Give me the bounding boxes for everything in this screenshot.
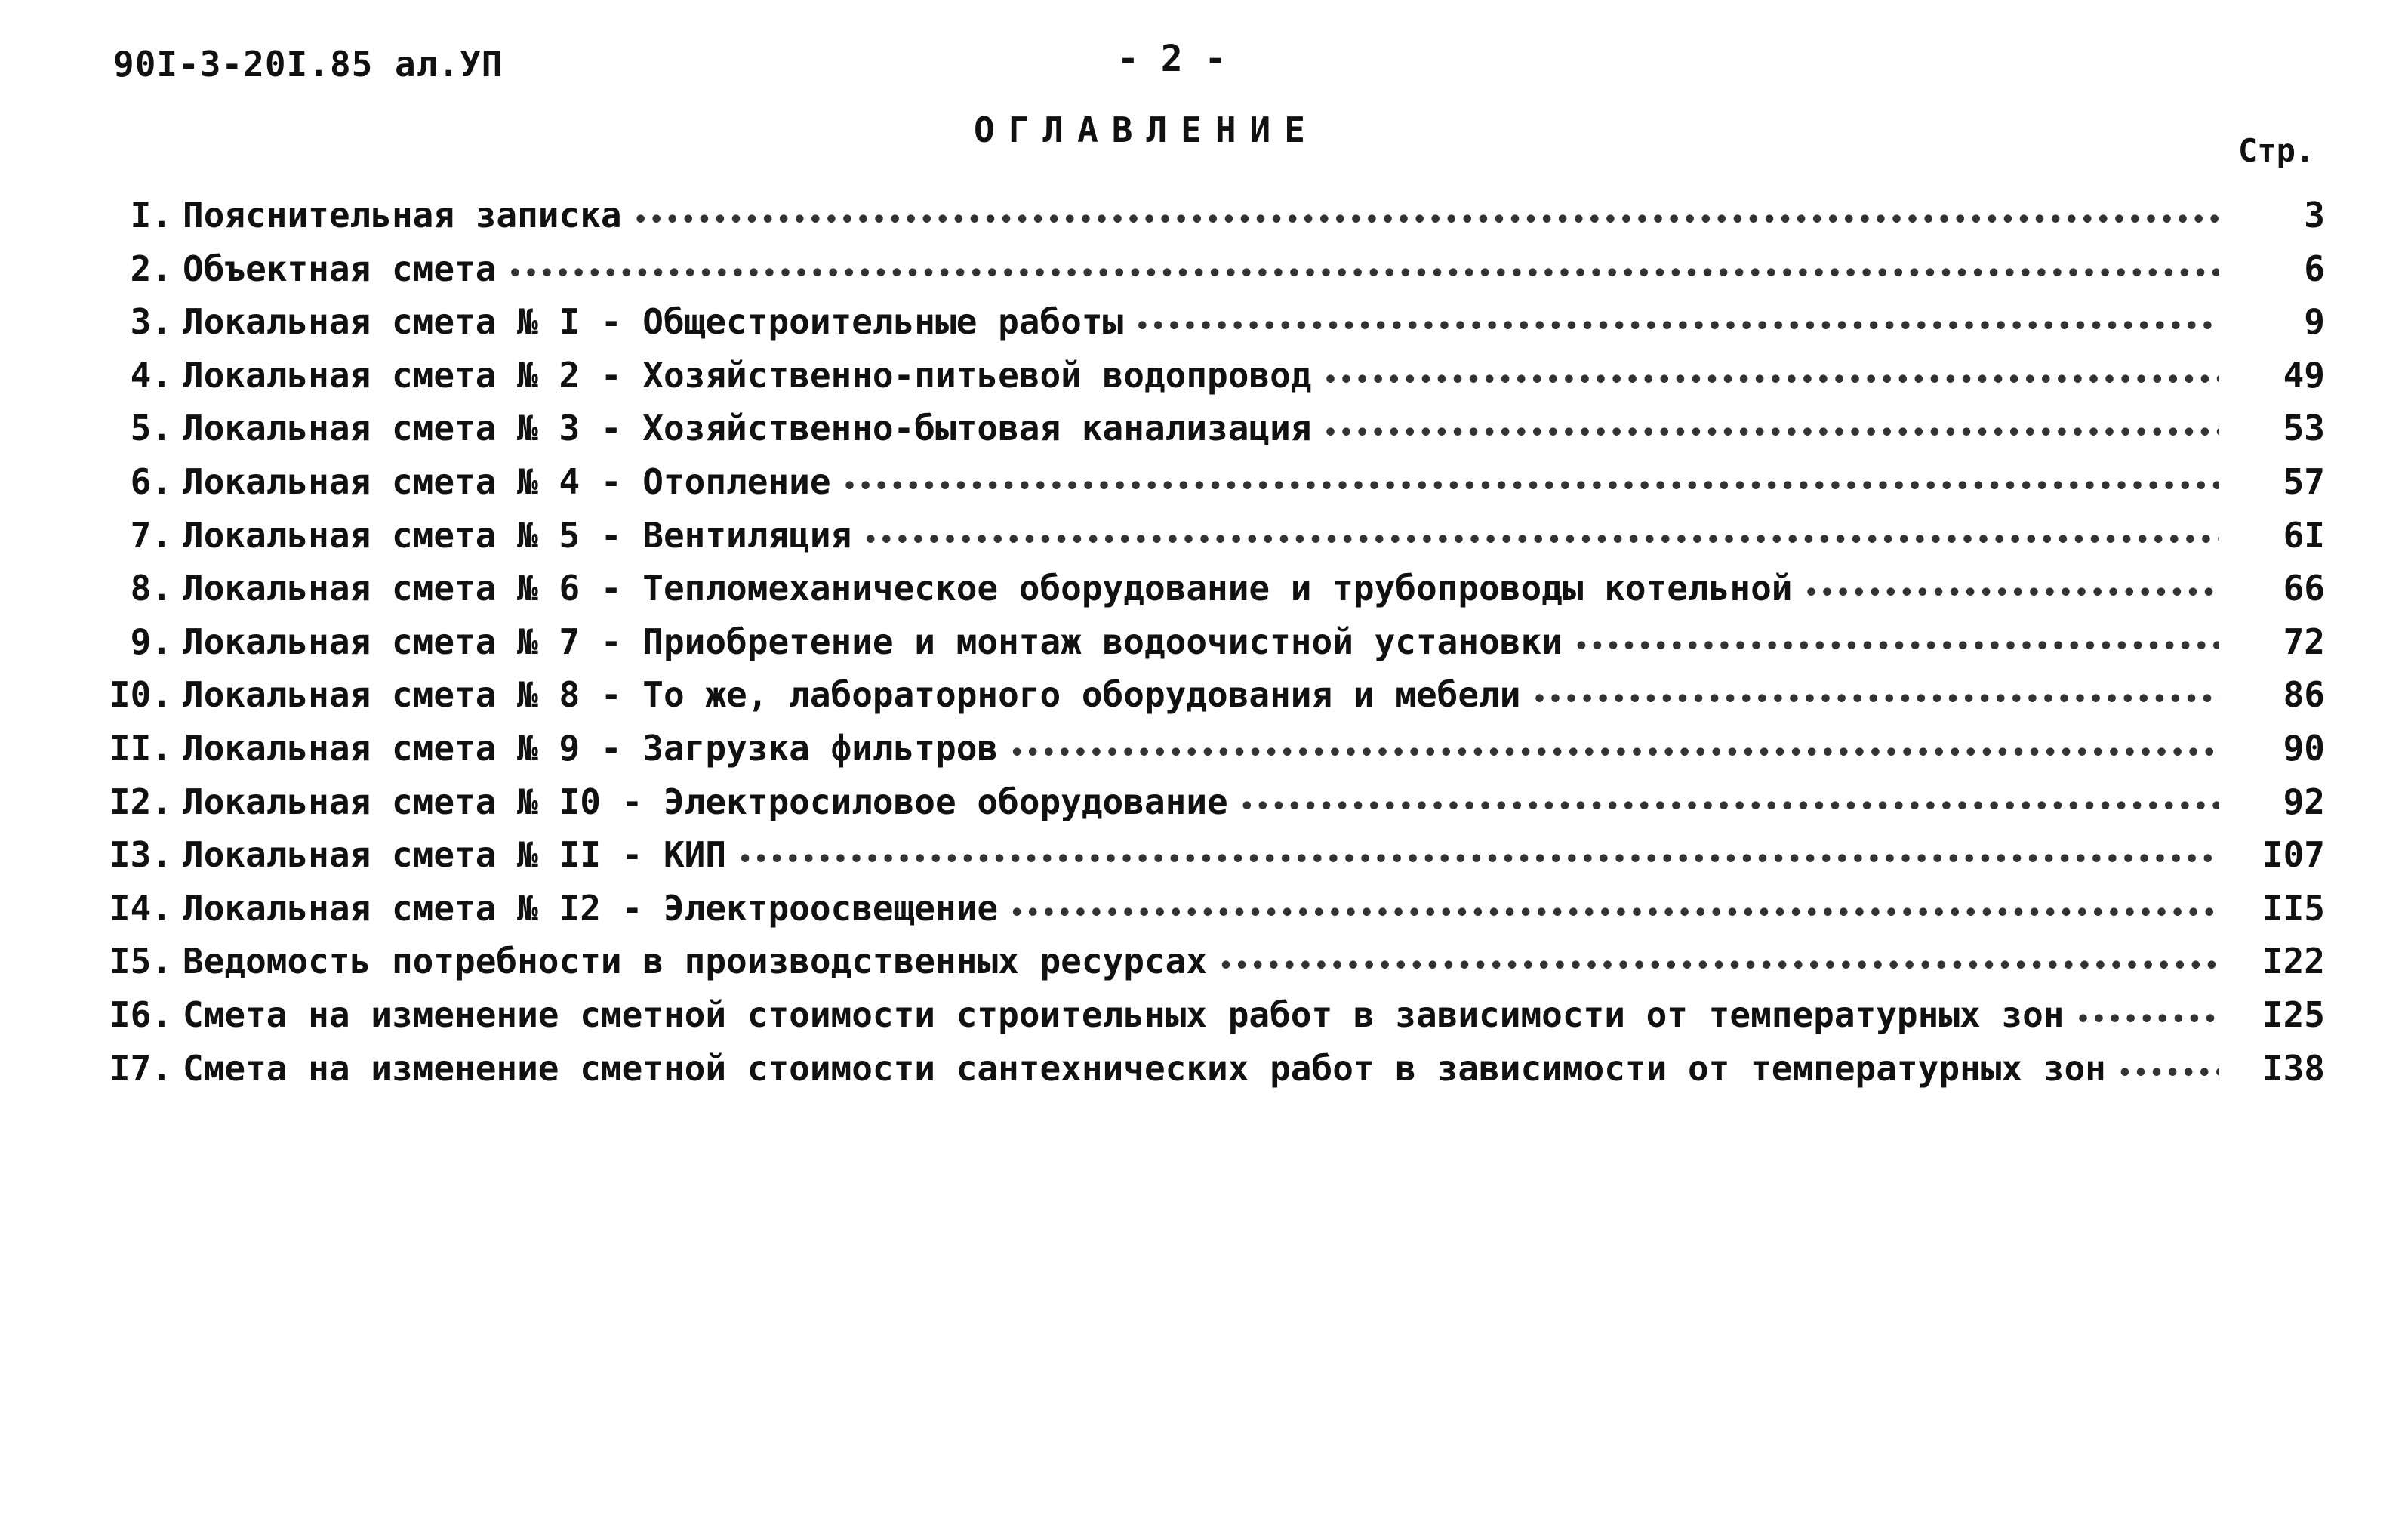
toc-dot-leader [1324, 420, 2220, 446]
toc-dot-leader [864, 527, 2219, 553]
page-number: - 2 - [1117, 38, 1227, 80]
toc-entry-number: I2. [109, 781, 172, 822]
toc-entry-page: I07 [2262, 834, 2325, 876]
toc-entry-page: 49 [2283, 354, 2325, 396]
toc-entry-title: Локальная смета № I2 - Электроосвещение [183, 887, 999, 929]
toc-entry-title: Локальная смета № I - Общестроительные работы [183, 301, 1124, 343]
toc-entry-number: I0. [109, 674, 172, 716]
toc-dot-leader [634, 207, 2219, 233]
toc-title: ОГЛАВЛЕНИЕ [974, 109, 1319, 150]
toc-entry-title: Пояснительная записка [183, 195, 622, 236]
toc-dot-leader [1575, 633, 2219, 660]
toc-entry [91, 248, 2325, 302]
page-column-header: Стр. [2238, 132, 2315, 169]
toc-entry-title: Ведомость потребности в производственных ресурсах [183, 941, 1208, 982]
toc-entry-number: I6. [109, 994, 172, 1035]
toc-entry-title: Локальная смета № II - КИП [183, 834, 727, 876]
toc-dot-leader [1240, 793, 2219, 820]
toc-entry-number: I4. [109, 887, 172, 929]
toc-entry [91, 994, 2325, 1048]
toc-entry-title: Объектная смета [183, 248, 497, 289]
toc-entry [91, 1048, 2325, 1102]
toc-entry-page: 66 [2283, 568, 2325, 609]
toc-dot-leader [508, 260, 2219, 287]
toc-entry [91, 515, 2325, 568]
toc-dot-leader [1135, 313, 2219, 340]
toc-dot-leader [1219, 953, 2219, 979]
toc-entry-title: Локальная смета № 3 - Хозяйственно-бытовая канализация [183, 408, 1312, 449]
toc-entry-number: I3. [109, 834, 172, 876]
toc-entry [91, 301, 2325, 355]
toc-dot-leader [1010, 740, 2219, 766]
toc-entry-number: 9. [130, 621, 172, 662]
document-code: 90I-3-20I.85 ал.УП [113, 44, 503, 85]
toc-entry-title: Локальная смета № 5 - Вентиляция [183, 514, 852, 556]
toc-entry [91, 195, 2325, 248]
toc-entry [91, 834, 2325, 888]
toc-entry-title: Локальная смета № 8 - То же, лабораторного оборудования и мебели [183, 674, 1521, 716]
table-of-contents [91, 195, 2325, 1101]
toc-entry [91, 461, 2325, 515]
toc-entry-page: 6 [2304, 248, 2325, 289]
toc-dot-leader [2118, 1060, 2219, 1086]
toc-entry-title: Смета на изменение сметной стоимости строительных работ в зависимости от температурных зон [183, 994, 2065, 1035]
toc-entry-page: 53 [2283, 408, 2325, 449]
toc-entry-title: Локальная смета № 7 - Приобретение и монтаж водоочистной установки [183, 621, 1563, 662]
toc-entry-page: I25 [2262, 994, 2325, 1035]
toc-entry-title: Локальная смета № 6 - Тепломеханическое оборудование и трубопроводы котельной [183, 568, 1793, 609]
toc-entry-title: Локальная смета № 9 - Загрузка фильтров [183, 727, 999, 769]
toc-entry [91, 568, 2325, 621]
toc-entry-number: 6. [130, 461, 172, 502]
toc-entry-page: 6I [2283, 514, 2325, 556]
toc-entry [91, 888, 2325, 941]
toc-entry-page: 72 [2283, 621, 2325, 662]
toc-entry-page: 9 [2304, 301, 2325, 343]
toc-dot-leader [1804, 580, 2219, 606]
toc-entry-number: 7. [130, 514, 172, 556]
toc-entry-page: I38 [2262, 1047, 2325, 1089]
toc-entry-page: 86 [2283, 674, 2325, 716]
toc-entry [91, 674, 2325, 728]
toc-entry-title: Локальная смета № 2 - Хозяйственно-питьевой водопровод [183, 354, 1312, 396]
toc-entry-page: 3 [2304, 195, 2325, 236]
toc-dot-leader [1010, 900, 2219, 926]
toc-entry [91, 408, 2325, 461]
toc-entry-number: I. [130, 195, 172, 236]
toc-entry-page: I22 [2262, 941, 2325, 982]
toc-entry-number: 2. [130, 248, 172, 289]
toc-entry-number: I5. [109, 941, 172, 982]
toc-entry-number: I7. [109, 1047, 172, 1089]
toc-entry-number: 8. [130, 568, 172, 609]
toc-dot-leader [843, 473, 2219, 500]
toc-entry-title: Смета на изменение сметной стоимости сантехнических работ в зависимости от температурных зон [183, 1047, 2106, 1089]
toc-entry-page: 90 [2283, 727, 2325, 769]
toc-entry-page: II5 [2262, 887, 2325, 929]
toc-entry-page: 92 [2283, 781, 2325, 822]
toc-dot-leader [1532, 686, 2219, 713]
toc-entry-number: 5. [130, 408, 172, 449]
toc-entry [91, 781, 2325, 835]
toc-entry-number: 4. [130, 354, 172, 396]
toc-entry [91, 728, 2325, 781]
toc-entry [91, 355, 2325, 408]
toc-entry-title: Локальная смета № 4 - Отопление [183, 461, 831, 502]
toc-entry-page: 57 [2283, 461, 2325, 502]
toc-entry-number: II. [109, 727, 172, 769]
toc-entry-title: Локальная смета № I0 - Электросиловое оборудование [183, 781, 1228, 822]
toc-entry-number: 3. [130, 301, 172, 343]
toc-dot-leader [738, 846, 2219, 873]
toc-dot-leader [1324, 367, 2220, 393]
toc-dot-leader [2077, 1006, 2220, 1033]
toc-entry [91, 941, 2325, 994]
toc-entry [91, 621, 2325, 675]
